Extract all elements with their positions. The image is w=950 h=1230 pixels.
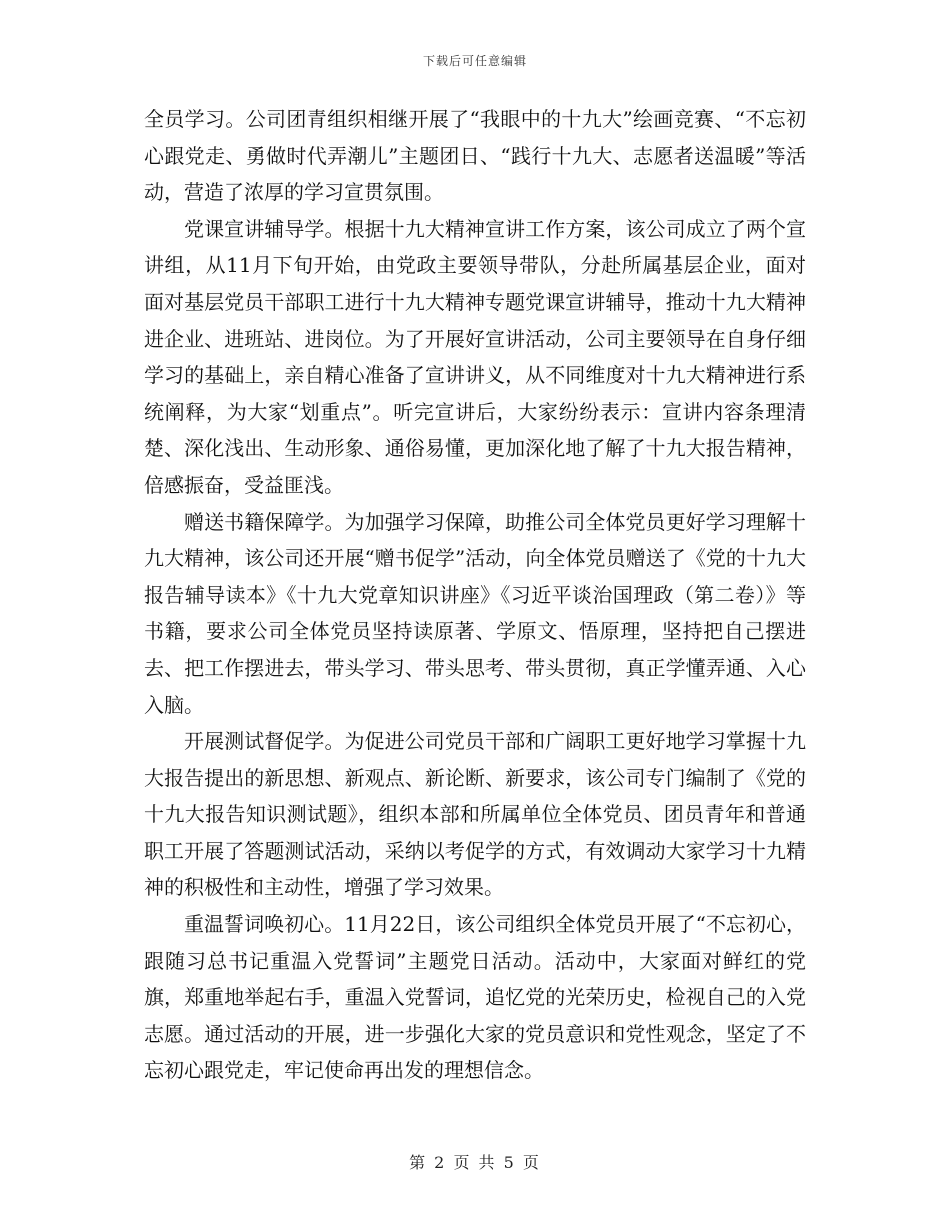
paragraph-continued: 全员学习。公司团青组织相继开展了“我眼中的十九大”绘画竞赛、“不忘初心跟党走、勇做时代弄潮儿”主题团日、“践行十九大、志愿者送温暖”等活动，营造了浓厚的学习宣贯氛围。 xyxy=(144,107,806,205)
page-header: 下载后可任意编辑 xyxy=(422,54,527,68)
page-number: 第 2 页 共 5 页 xyxy=(409,1153,541,1172)
paragraph-lecture: 党课宣讲辅导学。根据十九大精神宣讲工作方案，该公司成立了两个宣讲组，从11月下旬开始，由党政主要领导带队，分赴所属基层企业，面对面对基层党员干部职工进行十九大精神专题党课宣讲辅导，推动十九大精神进企业、进班站、进岗位。为了开展好宣讲活动，公司主要领导在自身仔细学习的基础上，亲自精心准备了宣讲讲义，从不同维度对十九大精神进行系统阐释，为大家“划重点”。听完宣讲后，大家纷纷表示：宣讲内容条理清楚、深化浅出、生动形象、通俗易懂，更加深化地了解了十九大报告精神，倍感振奋，受益匪浅。 xyxy=(144,216,806,497)
paragraph-test: 开展测试督促学。为促进公司党员干部和广阔职工更好地学习掌握十九大报告提出的新思想、新观点、新论断、新要求，该公司专门编制了《党的十九大报告知识测试题》，组织本部和所属单位全体党员、团员青年和普通职工开展了答题测试活动，采纳以考促学的方式，有效调动大家学习十九精神的积极性和主动性，增强了学习效果。 xyxy=(144,729,806,900)
paragraph-oath: 重温誓词唤初心。11月22日，该公司组织全体党员开展了“不忘初心，跟随习总书记重温入党誓词”主题党日活动。活动中，大家面对鲜红的党旗，郑重地举起右手，重温入党誓词，追忆党的光荣历史，检视自己的入党志愿。通过活动的开展，进一步强化大家的党员意识和党性观念，坚定了不忘初心跟党走，牢记使命再出发的理想信念。 xyxy=(144,912,806,1083)
document-body xyxy=(144,101,806,1089)
paragraph-books: 赠送书籍保障学。为加强学习保障，助推公司全体党员更好学习理解十九大精神，该公司还开展“赠书促学”活动，向全体党员赠送了《党的十九大报告辅导读本》《十九大党章知识讲座》《习近平谈治国理政（第二卷）》等书籍，要求公司全体党员坚持读原著、学原文、悟原理，坚持把自己摆进去、把工作摆进去，带头学习、带头思考、带头贯彻，真正学懂弄通、入心入脑。 xyxy=(144,509,806,717)
